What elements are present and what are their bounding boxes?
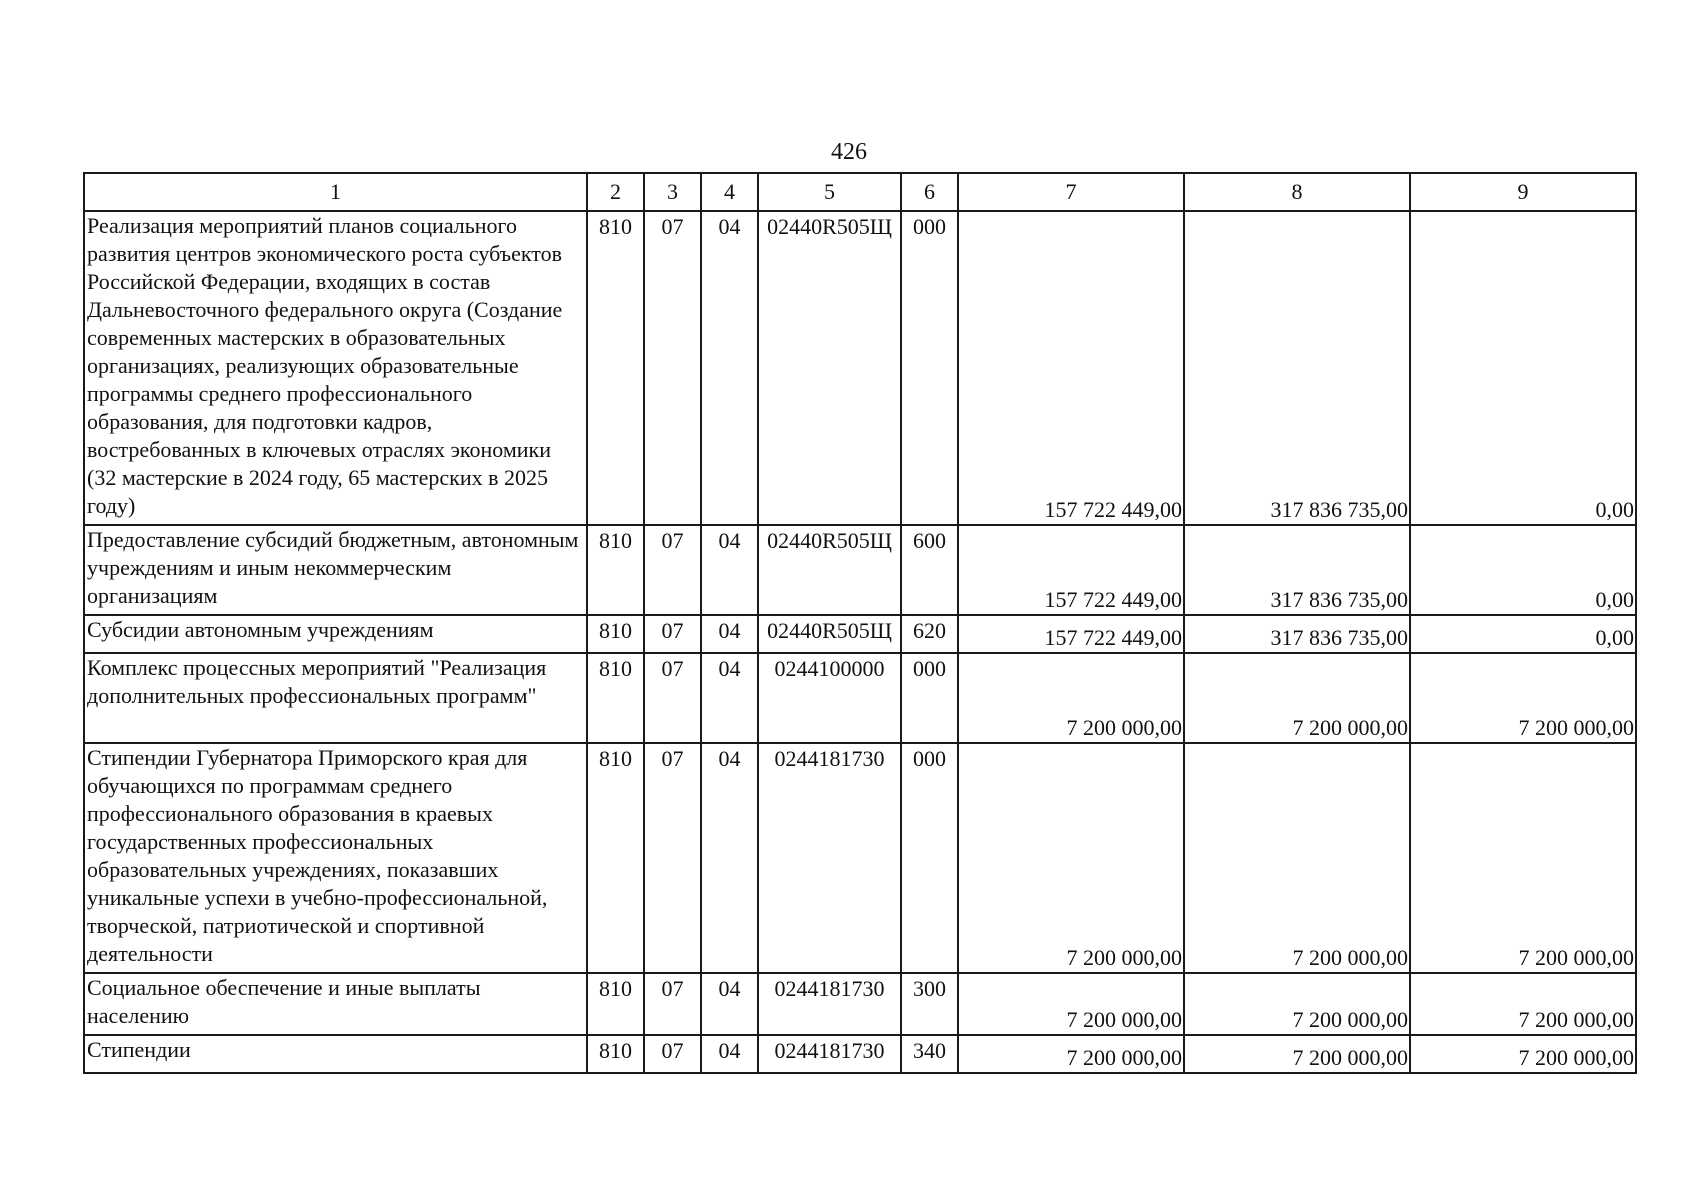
- subsection-code: 04: [701, 525, 758, 615]
- header-cell: 2: [587, 173, 644, 211]
- target-article-code: 0244100000: [758, 653, 901, 743]
- expense-name: Социальное обеспечение и иные выплаты населению: [84, 973, 587, 1035]
- header-cell: 4: [701, 173, 758, 211]
- expense-type-code: 000: [901, 653, 958, 743]
- ministry-code: 810: [587, 743, 644, 973]
- section-code: 07: [644, 973, 701, 1035]
- amount-col7: 7 200 000,00: [958, 743, 1184, 973]
- header-cell: 9: [1410, 173, 1636, 211]
- target-article-code: 0244181730: [758, 743, 901, 973]
- expense-type-code: 620: [901, 615, 958, 653]
- header-cell: 8: [1184, 173, 1410, 211]
- table-row: [84, 615, 1636, 653]
- section-code: 07: [644, 1035, 701, 1073]
- subsection-code: 04: [701, 615, 758, 653]
- header-cell: 5: [758, 173, 901, 211]
- ministry-code: 810: [587, 615, 644, 653]
- amount-col9: 0,00: [1410, 525, 1636, 615]
- header-cell: 6: [901, 173, 958, 211]
- amount-col9: 7 200 000,00: [1410, 743, 1636, 973]
- table-row: [84, 743, 1636, 973]
- amount-col8: 7 200 000,00: [1184, 1035, 1410, 1073]
- amount-col8: 317 836 735,00: [1184, 211, 1410, 525]
- amount-col8: 317 836 735,00: [1184, 525, 1410, 615]
- amount-col7: 7 200 000,00: [958, 973, 1184, 1035]
- target-article-code: 0244181730: [758, 1035, 901, 1073]
- header-cell: 3: [644, 173, 701, 211]
- amount-col8: 317 836 735,00: [1184, 615, 1410, 653]
- amount-col8: 7 200 000,00: [1184, 973, 1410, 1035]
- target-article-code: 02440R505Щ: [758, 525, 901, 615]
- header-row: [84, 173, 1636, 211]
- table-row: [84, 653, 1636, 743]
- subsection-code: 04: [701, 1035, 758, 1073]
- header-cell: 1: [84, 173, 587, 211]
- table-row: [84, 973, 1636, 1035]
- amount-col9: 7 200 000,00: [1410, 653, 1636, 743]
- expense-type-code: 300: [901, 973, 958, 1035]
- target-article-code: 02440R505Щ: [758, 615, 901, 653]
- ministry-code: 810: [587, 211, 644, 525]
- table-row: [84, 211, 1636, 525]
- budget-table: [83, 172, 1637, 1074]
- ministry-code: 810: [587, 973, 644, 1035]
- ministry-code: 810: [587, 525, 644, 615]
- expense-name: Субсидии автономным учреждениям: [84, 615, 587, 653]
- amount-col7: 157 722 449,00: [958, 525, 1184, 615]
- amount-col9: 7 200 000,00: [1410, 1035, 1636, 1073]
- expense-name: Реализация мероприятий планов социального развития центров экономического роста субъектов Российской Федерации, входящих в состав Дальневосточного федерального округа (Создание современных мастерских в образовательных организациях, реализующих образовательные программы среднего профессионального образования, для подготовки кадров, востребованных в ключевых отраслях экономики (32 мастерские в 2024 году, 65 мастерских в 2025 году): [84, 211, 587, 525]
- ministry-code: 810: [587, 1035, 644, 1073]
- expense-type-code: 600: [901, 525, 958, 615]
- target-article-code: 0244181730: [758, 973, 901, 1035]
- amount-col8: 7 200 000,00: [1184, 743, 1410, 973]
- amount-col8: 7 200 000,00: [1184, 653, 1410, 743]
- amount-col9: 0,00: [1410, 615, 1636, 653]
- table-row: [84, 1035, 1636, 1073]
- section-code: 07: [644, 525, 701, 615]
- section-code: 07: [644, 211, 701, 525]
- table-row: [84, 525, 1636, 615]
- amount-col9: 7 200 000,00: [1410, 973, 1636, 1035]
- amount-col9: 0,00: [1410, 211, 1636, 525]
- expense-type-code: 000: [901, 743, 958, 973]
- expense-name: Стипендии: [84, 1035, 587, 1073]
- expense-name: Предоставление субсидий бюджетным, автономным учреждениям и иным некоммерческим организациям: [84, 525, 587, 615]
- section-code: 07: [644, 743, 701, 973]
- amount-col7: 7 200 000,00: [958, 653, 1184, 743]
- subsection-code: 04: [701, 743, 758, 973]
- expense-type-code: 340: [901, 1035, 958, 1073]
- page-number: 426: [831, 139, 867, 165]
- subsection-code: 04: [701, 211, 758, 525]
- subsection-code: 04: [701, 973, 758, 1035]
- target-article-code: 02440R505Щ: [758, 211, 901, 525]
- header-cell: 7: [958, 173, 1184, 211]
- expense-name: Стипендии Губернатора Приморского края для обучающихся по программам среднего профессионального образования в краевых государственных профессиональных образовательных учреждениях, показавших уникальные успехи в учебно-профессиональной, творческой, патриотической и спортивной деятельности: [84, 743, 587, 973]
- section-code: 07: [644, 615, 701, 653]
- ministry-code: 810: [587, 653, 644, 743]
- expense-type-code: 000: [901, 211, 958, 525]
- amount-col7: 7 200 000,00: [958, 1035, 1184, 1073]
- amount-col7: 157 722 449,00: [958, 211, 1184, 525]
- expense-name: Комплекс процессных мероприятий "Реализация дополнительных профессиональных программ": [84, 653, 587, 743]
- section-code: 07: [644, 653, 701, 743]
- subsection-code: 04: [701, 653, 758, 743]
- amount-col7: 157 722 449,00: [958, 615, 1184, 653]
